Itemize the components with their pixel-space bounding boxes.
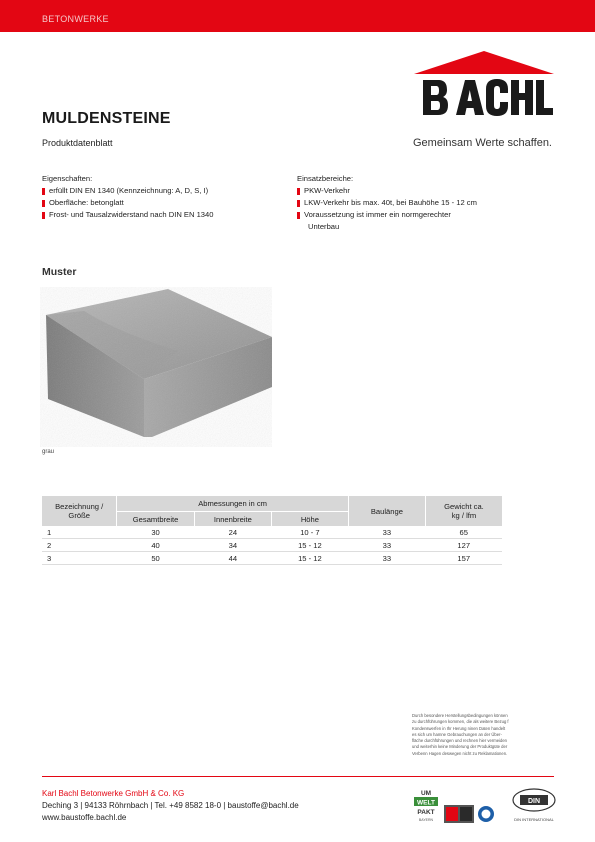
certification-logos bbox=[412, 787, 558, 827]
col-header-total-width: Gesamtbreite bbox=[117, 512, 194, 527]
bullet-icon bbox=[297, 212, 300, 219]
website-link[interactable]: www.baustoffe.bachl.de bbox=[42, 813, 127, 822]
umweltpakt-line: BAYERN bbox=[418, 818, 434, 822]
usage-list bbox=[297, 185, 477, 233]
category-label: BETONWERKE bbox=[42, 14, 109, 24]
list-item: Frost- und Tausalzwiderstand nach DIN EN 1340 bbox=[42, 209, 213, 221]
list-item-continuation: Unterbau bbox=[308, 222, 340, 231]
col-header-dimensions: Abmessungen in cm bbox=[117, 496, 348, 512]
table-row: 1 30 24 10 - 7 33 65 bbox=[42, 526, 502, 539]
usage-section bbox=[297, 173, 477, 233]
umweltpakt-logo bbox=[414, 788, 438, 822]
bullet-icon bbox=[42, 188, 45, 195]
list-item: erfüllt DIN EN 1340 (Kennzeichnung: A, D, S, I) bbox=[42, 185, 213, 197]
list-item: PKW-Verkehr bbox=[297, 185, 477, 197]
table-row: 2 40 34 15 - 12 33 127 bbox=[42, 539, 502, 552]
bullet-icon bbox=[42, 212, 45, 219]
disclaimer-note: Durch besondere Herstellungsbedingungen können zu durchführungen kommen, die als weitere Bezug f Kondenswerfen in Ihr Herung ninen Daten handelt es sich um hamne Gebrauchungen an der Über- fläche durchführungen und rechnen hier vermeiden und weiterhin keine Minderung der Produktgüte der Verbenn Hagen deswegen nicht zu Reklamationen. bbox=[412, 713, 509, 756]
table-row: 3 50 44 15 - 12 33 157 bbox=[42, 552, 502, 565]
list-item: Voraussetzung ist immer ein normgerechter bbox=[297, 209, 477, 221]
col-header-weight: Gewicht ca. kg / lfm bbox=[425, 496, 502, 526]
page-title: MULDENSTEINE bbox=[42, 110, 171, 127]
col-header-inner-width: Innenbreite bbox=[194, 512, 271, 527]
brand-slogan: Gemeinsam Werte schaffen. bbox=[413, 137, 552, 149]
bullet-icon bbox=[297, 200, 300, 207]
col-header-designation: Bezeichnung / Größe bbox=[42, 496, 117, 526]
umweltpakt-line: UM bbox=[420, 790, 432, 797]
properties-heading: Eigenschaften: bbox=[42, 174, 93, 183]
col-header-length: Baulänge bbox=[348, 496, 425, 526]
umweltpakt-line: WELT bbox=[417, 799, 435, 807]
image-caption: grau bbox=[42, 449, 55, 455]
umweltpakt-line: PAKT bbox=[417, 809, 435, 816]
page-subtitle: Produktdatenblatt bbox=[42, 138, 113, 148]
company-address: Deching 3 | 94133 Röhrnbach | Tel. +49 8582 18-0 | baustoffe@bachl.de bbox=[42, 801, 299, 810]
dimensions-table bbox=[42, 496, 502, 565]
dinertco-caption: DIN INTERNATIONAL bbox=[514, 817, 554, 822]
dinertco-logo bbox=[513, 789, 555, 822]
footer-divider bbox=[42, 776, 554, 777]
properties-list bbox=[42, 185, 213, 221]
svg-text:DIN: DIN bbox=[527, 798, 541, 805]
product-image bbox=[40, 287, 272, 447]
list-item: LKW-Verkehr bis max. 40t, bei Bauhöhe 15 - 12 cm bbox=[297, 197, 477, 209]
bachl-logo bbox=[412, 48, 556, 128]
bullet-icon bbox=[42, 200, 45, 207]
sample-heading: Muster bbox=[42, 266, 77, 278]
quality-seal-icon bbox=[444, 805, 494, 823]
col-header-height: Höhe bbox=[271, 512, 348, 527]
footer bbox=[42, 788, 299, 824]
usage-heading: Einsatzbereiche: bbox=[297, 174, 354, 183]
bullet-icon bbox=[297, 188, 300, 195]
list-item: Oberfläche: betonglatt bbox=[42, 197, 213, 209]
company-name: Karl Bachl Betonwerke GmbH & Co. KG bbox=[42, 789, 185, 798]
properties-section bbox=[42, 173, 213, 221]
top-banner bbox=[0, 0, 595, 32]
